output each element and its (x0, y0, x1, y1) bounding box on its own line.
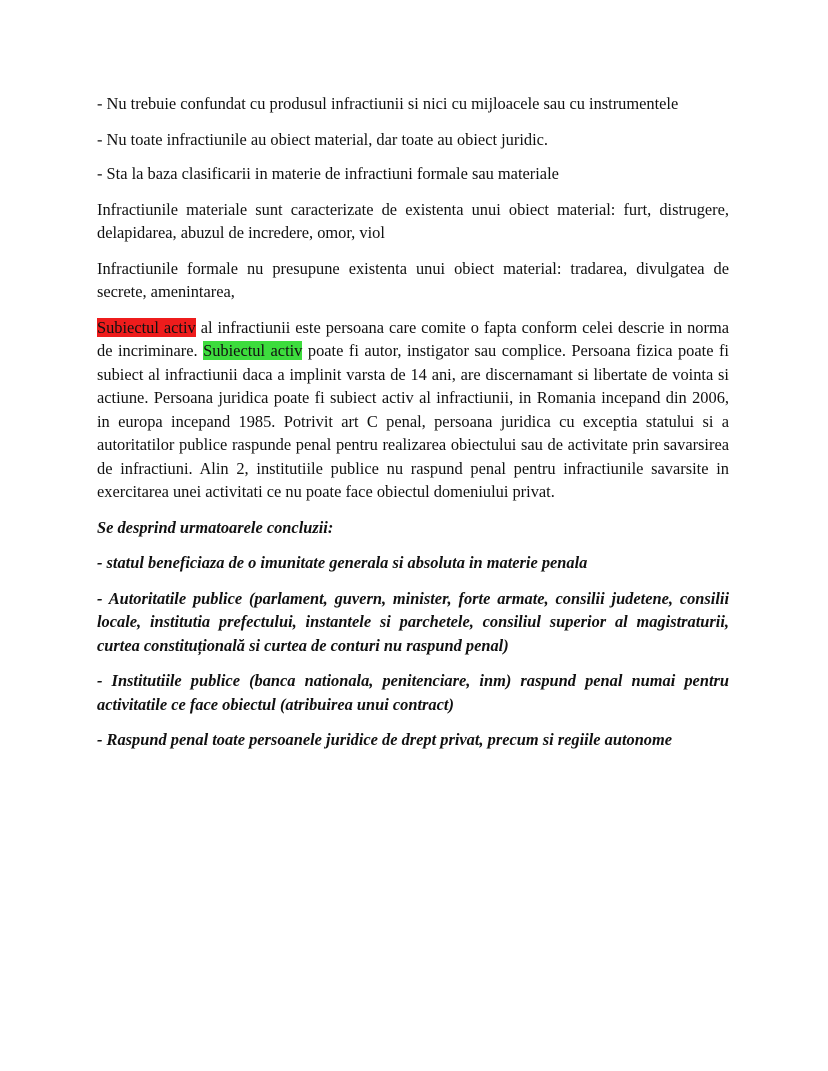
conclusions-heading: Se desprind urmatoarele concluzii: (97, 517, 334, 537)
paragraph-not-confused: - Nu trebuie confundat cu produsul infractiunii si nici cu mijloacele sau cu instrumentele (97, 94, 679, 113)
document-page (97, 92, 729, 764)
conclusion-item: - Autoritatile publice (parlament, guvern, minister, forte armate, consilii judetene, consilii locale, institutia prefectului, instantele si parchetele, consiliul superior al magistraturii, curtea constituțională si curtea de conturi nu raspund penal) (97, 588, 729, 655)
conclusion-item: - Institutiile publice (banca nationala, penitenciare, inm) raspund penal numai pentru activitatile ce face obiectul (atribuirea unui contract) (97, 671, 729, 714)
active-subject-text-2: poate fi autor, instigator sau complice. Persoana fizica poate fi subiect al infractiunii daca a implinit varsta de 14 ani, are discernamant si libertate de vointa si actiune. Persoana juridica poate fi subiect activ al infractiunii, in Romania incepand din 2006, in europa incepand 1985. Potrivit art C penal, persoana juridica cu exceptia statului si a autoritatilor publice raspunde penal pentru realizarea obiectului sau de activitate prin savarsirea de infractiuni. Alin 2, institutiile publice nu raspund penal pentru infractiunile savarsite in exercitarea unei activitati ce nu poate face obiectul domeniului privat. (97, 341, 729, 501)
paragraph-material-offenses: Infractiunile materiale sunt caracterizate de existenta unui obiect material: furt, distrugere, delapidarea, abuzul de incredere, omor, viol (97, 199, 729, 242)
conclusion-item: - statul beneficiaza de o imunitate generala si absoluta in materie penala (97, 553, 588, 572)
highlight-green-term: Subiectul activ (203, 341, 303, 360)
paragraph-classification: - Sta la baza clasificarii in materie de infractiuni formale sau materiale (97, 164, 559, 183)
paragraph-formal-offenses: Infractiunile formale nu presupune existenta unui obiect material: tradarea, divulgatea de secrete, amenintarea, (97, 258, 729, 301)
paragraph-material-object: - Nu toate infractiunile au obiect material, dar toate au obiect juridic. (97, 129, 549, 149)
active-subject-text-1: al infractiunii este persoana care comite o fapta conform celei descrie in norma de incriminare. (97, 317, 729, 360)
paragraph-active-subject (97, 316, 729, 504)
highlight-red-term: Subiectul activ (97, 317, 196, 337)
conclusion-item: - Raspund penal toate persoanele juridice de drept privat, precum si regiile autonome (97, 730, 673, 749)
